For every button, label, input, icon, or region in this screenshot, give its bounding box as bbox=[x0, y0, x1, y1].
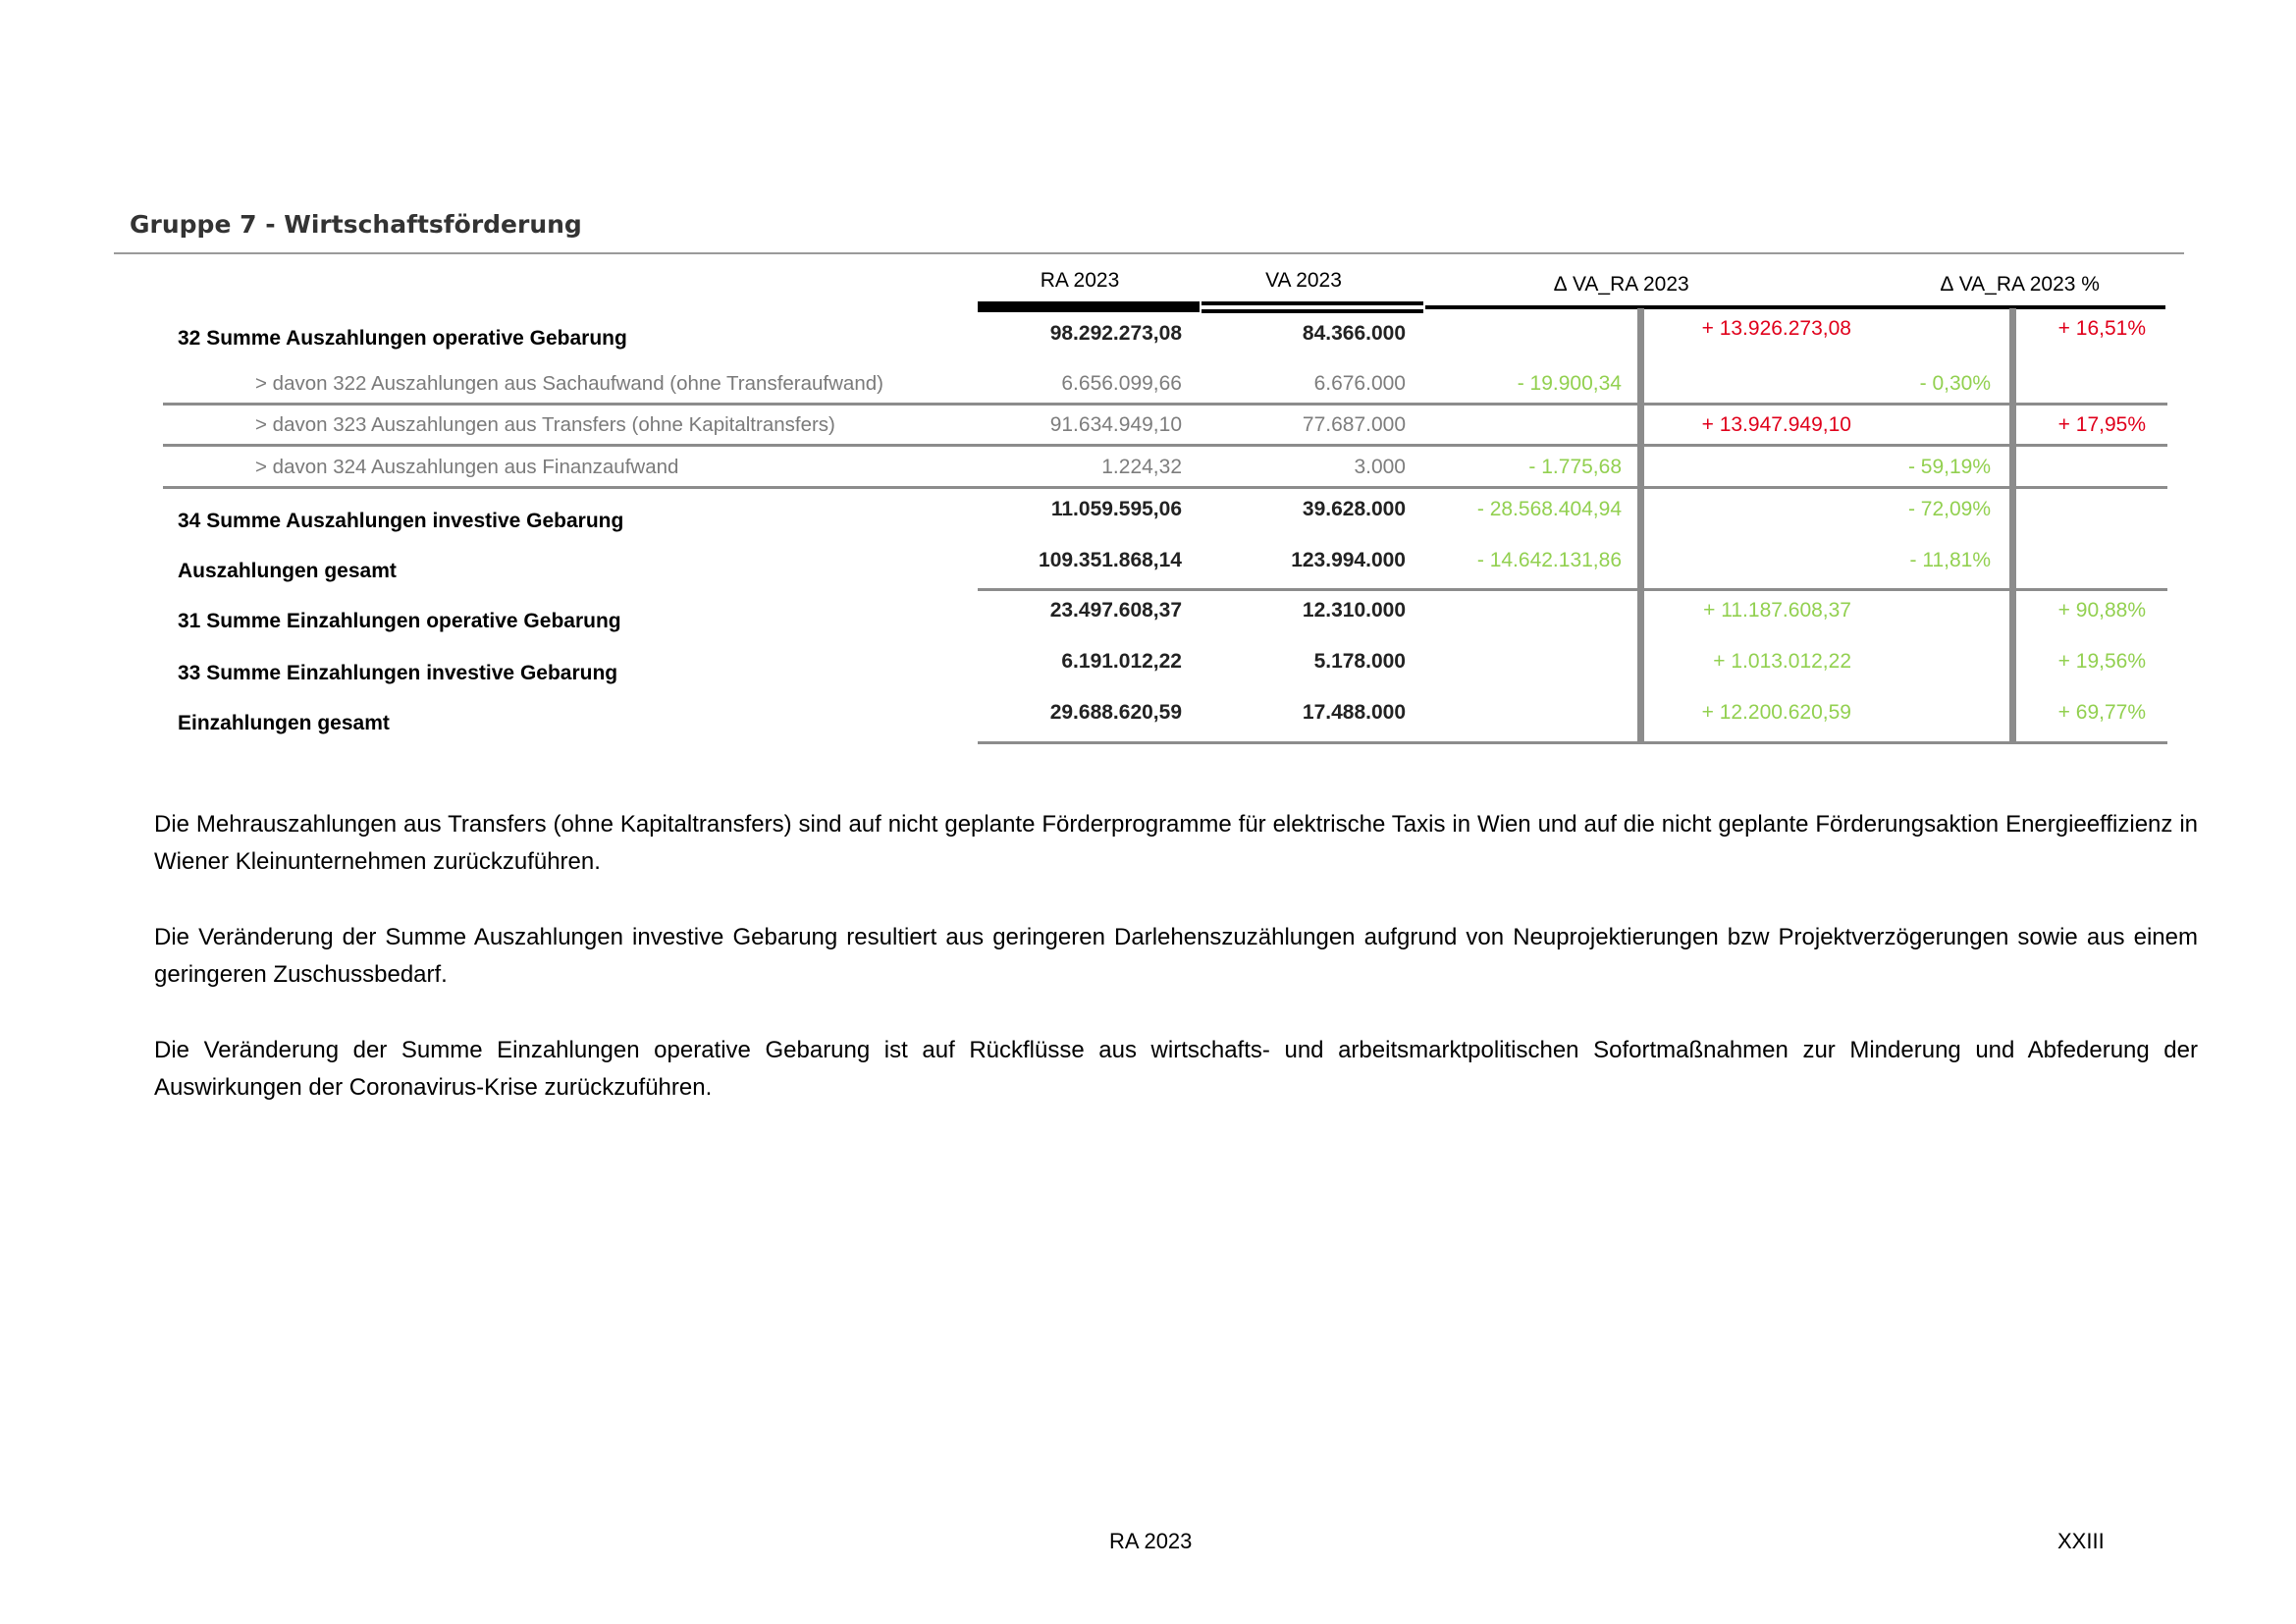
delta-pct-negative: - 11,81% bbox=[1909, 549, 1991, 571]
header-rule-delta bbox=[1425, 305, 2165, 309]
delta-pct-negative: - 0,30% bbox=[1919, 372, 1991, 395]
header-rule-va-bottom bbox=[1201, 309, 1423, 313]
va-value: 123.994.000 bbox=[1291, 549, 1406, 571]
va-value: 17.488.000 bbox=[1302, 701, 1406, 724]
va-value: 6.676.000 bbox=[1313, 372, 1406, 395]
va-value: 12.310.000 bbox=[1302, 599, 1406, 622]
delta-pct-negative: - 72,09% bbox=[1907, 498, 1991, 520]
paragraph: Die Veränderung der Summe Einzahlungen operative Gebarung ist auf Rückflüsse aus wirtschafts- und arbeitsmarktpolitischen Sofortmaßnahmen zur Minderung und Abfederung der Auswirkungen der Coronavirus-Krise zurückzuführen. bbox=[154, 1037, 2198, 1101]
footer-label: RA 2023 bbox=[1109, 1529, 1193, 1553]
header-rule-va-top bbox=[1201, 301, 1423, 305]
row-label: 31 Summe Einzahlungen operative Gebarung bbox=[178, 610, 621, 632]
ra-value: 91.634.949,10 bbox=[1049, 413, 1182, 436]
ra-value: 98.292.273,08 bbox=[1049, 322, 1182, 345]
va-value: 39.628.000 bbox=[1302, 498, 1406, 520]
ra-value: 29.688.620,59 bbox=[1049, 701, 1182, 724]
row-divider bbox=[163, 486, 2167, 489]
row-label: Auszahlungen gesamt bbox=[178, 560, 397, 582]
row-label: 33 Summe Einzahlungen investive Gebarung bbox=[178, 662, 618, 684]
delta-pct-positive: + 90,88% bbox=[2057, 599, 2146, 622]
title-divider bbox=[114, 252, 2184, 254]
delta-pct-negative: - 59,19% bbox=[1907, 456, 1991, 478]
delta-positive: + 11.187.608,37 bbox=[1703, 599, 1851, 622]
column-header-delta-pct: ∆ VA_RA 2023 % bbox=[1941, 273, 2100, 296]
column-header-ra: RA 2023 bbox=[1040, 269, 1120, 292]
paragraph: Die Veränderung der Summe Auszahlungen investive Gebarung resultiert aus geringeren Darlehenszuzählungen aufgrund von Neuprojektierungen bzw Projektverzögerungen sowie aus einem geringeren Zuschussbedarf. bbox=[154, 924, 2198, 988]
row-label: > davon 322 Auszahlungen aus Sachaufwand (ohne Transferaufwand) bbox=[255, 372, 883, 395]
column-separator bbox=[1637, 308, 1644, 742]
delta-pct-positive: + 16,51% bbox=[2057, 317, 2146, 340]
row-label: > davon 324 Auszahlungen aus Finanzaufwand bbox=[255, 456, 679, 478]
page-title: Gruppe 7 - Wirtschaftsförderung bbox=[130, 210, 582, 239]
table-bottom-rule bbox=[978, 741, 2167, 744]
ra-value: 11.059.595,06 bbox=[1050, 498, 1182, 520]
ra-value: 6.656.099,66 bbox=[1061, 372, 1182, 395]
delta-positive: + 13.926.273,08 bbox=[1701, 317, 1851, 340]
delta-pct-positive: + 69,77% bbox=[2057, 701, 2146, 724]
delta-pct-positive: + 19,56% bbox=[2057, 650, 2146, 673]
delta-negative: - 1.775,68 bbox=[1528, 456, 1622, 478]
ra-value: 23.497.608,37 bbox=[1049, 599, 1182, 622]
row-label: 32 Summe Auszahlungen operative Gebarung bbox=[178, 327, 627, 350]
header-rule-ra bbox=[978, 301, 1200, 312]
row-divider bbox=[163, 403, 2167, 406]
paragraph: Die Mehrauszahlungen aus Transfers (ohne Kapitaltransfers) sind auf nicht geplante Förderprogramme für elektrische Taxis in Wien und auf die nicht geplante Förderungsaktion Energieeffizienz in Wiener Kleinunternehmen zurückzuführen. bbox=[154, 811, 2198, 875]
delta-pct-positive: + 17,95% bbox=[2057, 413, 2146, 436]
delta-negative: - 19.900,34 bbox=[1517, 372, 1622, 395]
va-value: 3.000 bbox=[1354, 456, 1406, 478]
delta-positive: + 12.200.620,59 bbox=[1701, 701, 1851, 724]
ra-value: 1.224,32 bbox=[1101, 456, 1182, 478]
ra-value: 109.351.868,14 bbox=[1039, 549, 1182, 571]
page-number: XXIII bbox=[2057, 1529, 2105, 1553]
delta-positive: + 13.947.949,10 bbox=[1701, 413, 1851, 436]
row-label: 34 Summe Auszahlungen investive Gebarung bbox=[178, 510, 624, 532]
row-divider bbox=[978, 588, 2167, 591]
column-header-va: VA 2023 bbox=[1265, 269, 1342, 292]
column-separator bbox=[2009, 308, 2016, 742]
delta-positive: + 1.013.012,22 bbox=[1713, 650, 1851, 673]
delta-negative: - 28.568.404,94 bbox=[1476, 498, 1622, 520]
delta-negative: - 14.642.131,86 bbox=[1476, 549, 1622, 571]
column-header-delta: ∆ VA_RA 2023 bbox=[1554, 273, 1689, 296]
row-divider bbox=[163, 444, 2167, 447]
va-value: 77.687.000 bbox=[1302, 413, 1406, 436]
row-label: Einzahlungen gesamt bbox=[178, 712, 390, 734]
va-value: 84.366.000 bbox=[1302, 322, 1406, 345]
va-value: 5.178.000 bbox=[1313, 650, 1406, 673]
ra-value: 6.191.012,22 bbox=[1061, 650, 1182, 673]
row-label: > davon 323 Auszahlungen aus Transfers (ohne Kapitaltransfers) bbox=[255, 413, 835, 436]
